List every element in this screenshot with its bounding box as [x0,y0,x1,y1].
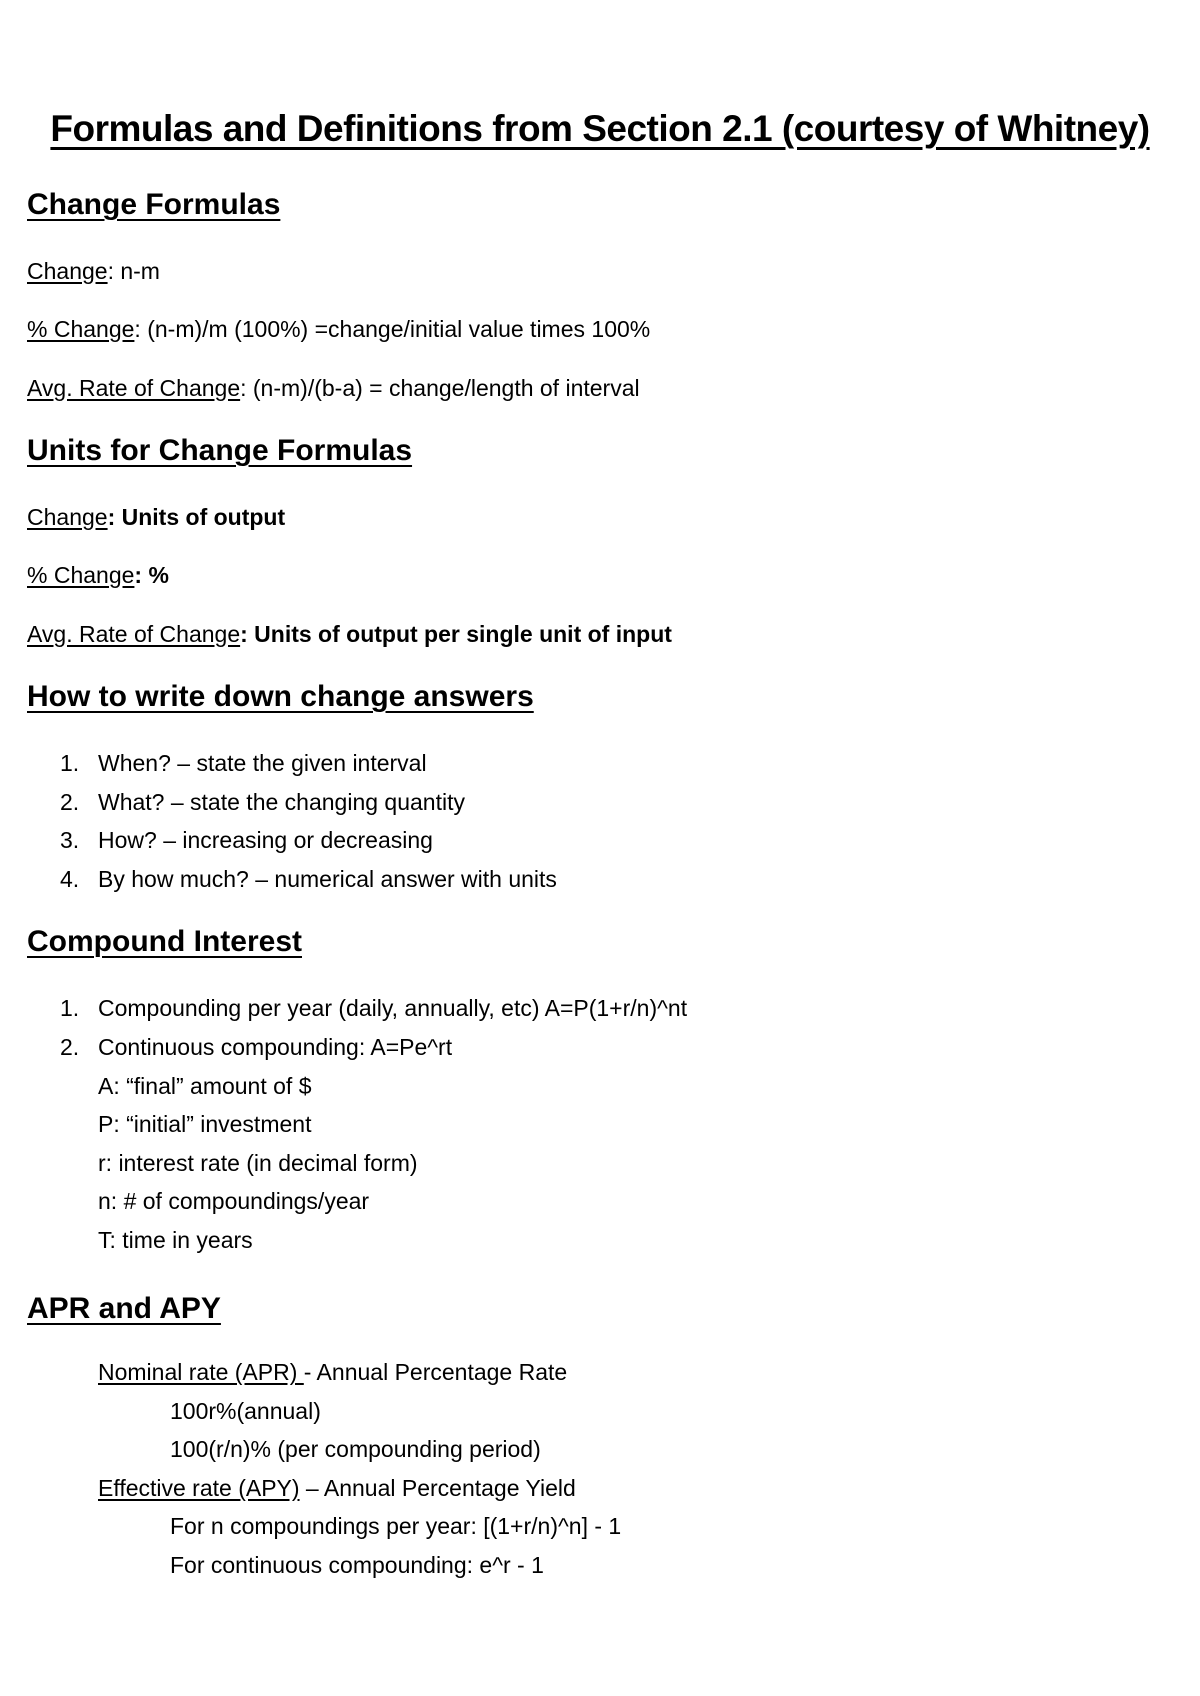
list-item [60,993,687,1032]
compound-interest-heading: Compound Interest [27,925,302,958]
avg-rate-formula-text: (n-m)/(b-a) = change/length of interval [252,375,640,401]
apr-apy-heading: APR and APY [27,1292,221,1325]
nominal-rate-text: - Annual Percentage Rate [303,1359,568,1385]
avg-rate-units-text: : Units of output per single unit of input [240,621,672,647]
percent-change-label: % Change [27,316,135,342]
list-item [60,825,557,864]
list-item-text: When? – state the given interval [98,750,427,776]
list-number: 4. [60,865,80,892]
change-formula-text: n-m [120,258,160,284]
nominal-rate [98,1357,567,1387]
list-item-text: Compounding per year (daily, annually, etc) A=P(1+r/n)^nt [98,995,688,1021]
list-number: 1. [60,750,80,776]
list-item-text: What? – state the changing quantity [98,788,465,815]
avg-rate-label: Avg. Rate of Change [27,621,241,647]
nominal-rate-label: Nominal rate (APR) [98,1359,304,1385]
effective-continuous: For continuous compounding: e^r - 1 [170,1552,544,1578]
list-item-text: By how much? – numerical answer with units [98,865,557,892]
definition-n: n: # of compoundings/year [98,1188,370,1214]
separator: : [134,316,148,342]
change-label: Change [27,504,108,530]
how-to-write-heading: How to write down change answers [27,680,534,713]
list-number: 1. [60,995,80,1021]
change-label: Change [27,258,108,284]
percent-change-formula-text: (n-m)/m (100%) =change/initial value times 100% [147,316,651,342]
percent-change-units [27,560,169,590]
nominal-per-period: 100(r/n)% (per compounding period) [170,1436,541,1462]
percent-change-formula [27,314,650,344]
list-item-text: Continuous compounding: A=Pe^rt [98,1033,453,1060]
change-units [27,502,285,532]
effective-rate [98,1473,576,1503]
separator: : [107,258,121,284]
avg-rate-units [27,619,672,649]
definition-a: A: “final” amount of $ [98,1073,312,1099]
percent-change-label: % Change [27,562,135,588]
effective-rate-text: – Annual Percentage Yield [299,1475,576,1501]
list-item [60,748,557,787]
avg-rate-formula [27,373,640,403]
separator: : [240,375,253,401]
effective-n-compoundings: For n compoundings per year: [(1+r/n)^n] - 1 [170,1513,622,1539]
definition-p: P: “initial” investment [98,1111,312,1137]
change-units-text: : Units of output [107,504,286,530]
list-item [60,864,557,903]
list-number: 3. [60,827,80,853]
list-item [60,787,557,826]
units-heading: Units for Change Formulas [27,434,413,467]
nominal-annual: 100r%(annual) [170,1398,321,1424]
change-formulas-heading: Change Formulas [27,188,281,221]
page-title: Formulas and Definitions from Section 2.1 (courtesy of Whitney) [50,108,1150,149]
list-number: 2. [60,1033,80,1060]
compound-interest-list [60,993,687,1070]
change-formula [27,256,160,286]
percent-change-units-text: : % [134,562,169,588]
definition-t: T: time in years [98,1227,253,1253]
effective-rate-label: Effective rate (APY) [98,1475,300,1501]
definition-r: r: interest rate (in decimal form) [98,1150,418,1176]
list-item [60,1032,687,1071]
avg-rate-label: Avg. Rate of Change [27,375,241,401]
list-item-text: How? – increasing or decreasing [98,827,433,853]
list-number: 2. [60,788,80,815]
how-to-write-list [60,748,557,902]
